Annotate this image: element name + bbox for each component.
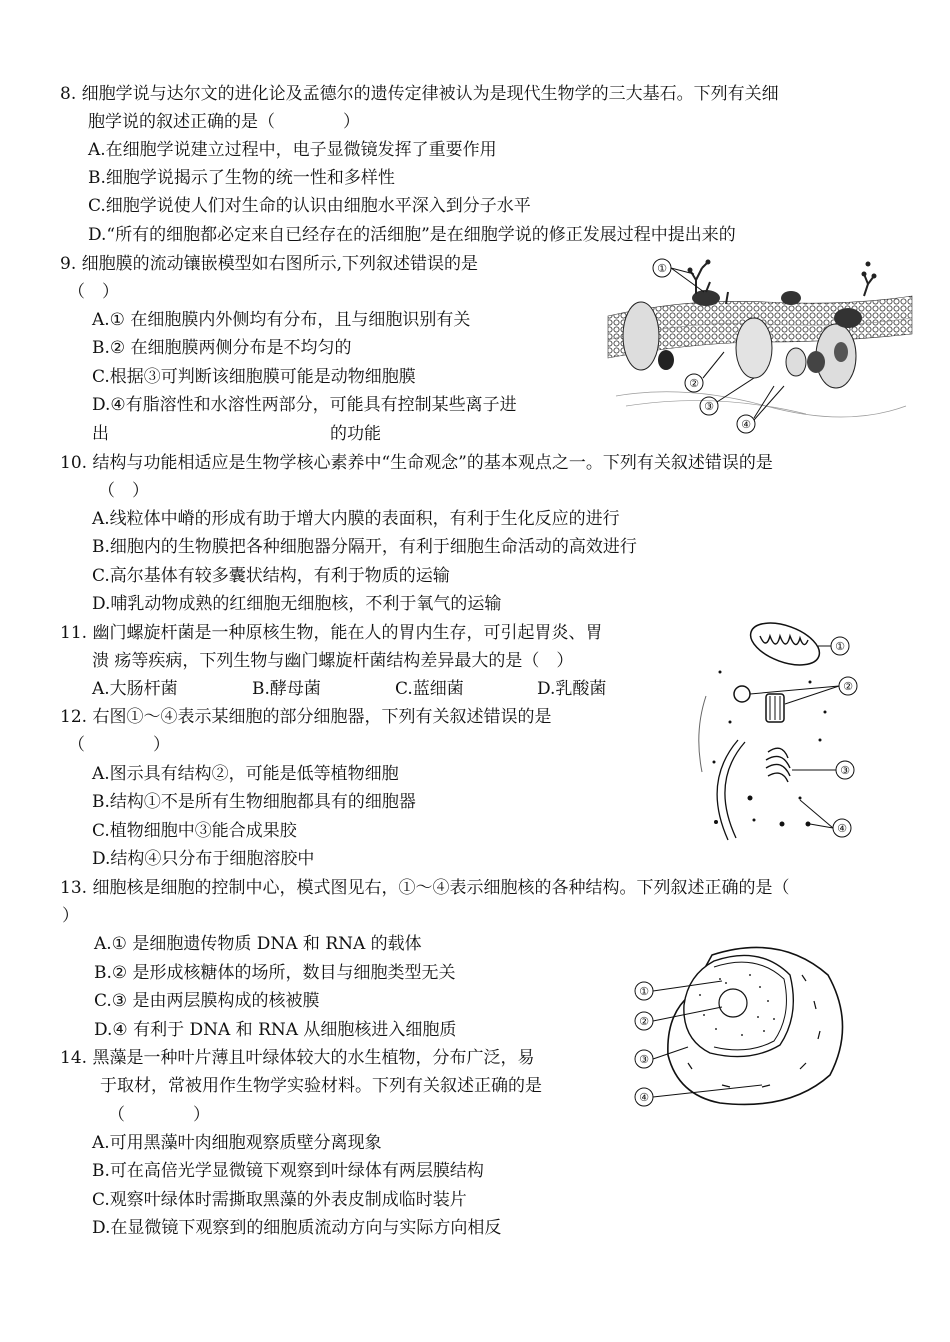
q13-option-d: D.④ 有利于 DNA 和 RNA 从细胞核进入细胞质	[94, 1020, 457, 1040]
q9-stem-line2: （ ）	[68, 282, 119, 302]
q14-option-c: C.观察叶绿体时需撕取黑藻的外表皮制成临时装片	[92, 1190, 467, 1210]
organelle-label-1: ①	[835, 640, 845, 653]
q8-stem-line2: 胞学说的叙述正确的是（ ）	[88, 112, 360, 132]
nucleus-label-3: ③	[639, 1053, 649, 1066]
q9-option-a: A.① 在细胞膜内外侧均有分布，且与细胞识别有关	[92, 310, 471, 330]
q11-stem-line2: 溃 疡等疾病，下列生物与幽门螺旋杆菌结构差异最大的是（ ）	[92, 651, 574, 671]
q11-option-a: A.大肠杆菌	[92, 679, 178, 699]
q11-option-c: C.蓝细菌	[395, 679, 464, 699]
q13-stem-line2: ）	[62, 906, 79, 926]
nucleus-label-2: ②	[639, 1015, 649, 1028]
q8-option-a: A.在细胞学说建立过程中，电子显微镜发挥了重要作用	[88, 140, 497, 160]
q11-stem-line1: 11. 幽门螺旋杆菌是一种原核生物，能在人的胃内生存，可引起胃炎、胃	[60, 623, 603, 643]
q9-option-b: B.② 在细胞膜两侧分布是不均匀的	[92, 338, 352, 358]
q10-stem-line2: （ ）	[98, 481, 149, 501]
q10-option-b: B.细胞内的生物膜把各种细胞器分隔开，有利于细胞生命活动的高效进行	[92, 537, 637, 557]
q10-stem-line1: 10. 结构与功能相适应是生物学核心素养中“生命观念”的基本观点之一。下列有关叙述错误的是	[60, 453, 773, 473]
q9-option-d-line2a: 出	[92, 424, 109, 444]
q13-stem-line1: 13. 细胞核是细胞的控制中心，模式图见右，①～④表示细胞核的各种结构。下列叙述正确的是（	[60, 878, 790, 898]
q11-option-d: D.乳酸菌	[537, 679, 607, 699]
nucleus-figure	[630, 935, 860, 1113]
organelle-label-4: ④	[837, 822, 847, 835]
q14-stem-line2: 于取材，常被用作生物学实验材料。下列有关叙述正确的是	[100, 1076, 542, 1096]
membrane-label-3: ③	[704, 400, 714, 413]
q10-option-c: C.高尔基体有较多囊状结构，有利于物质的运输	[92, 566, 450, 586]
q13-option-a: A.① 是细胞遗传物质 DNA 和 RNA 的载体	[94, 934, 422, 954]
q8-stem-line1: 8. 细胞学说与达尔文的进化论及孟德尔的遗传定律被认为是现代生物学的三大基石。下列有关细	[60, 84, 779, 104]
q14-stem-line1: 14. 黑藻是一种叶片薄且叶绿体较大的水生植物，分布广泛，易	[60, 1048, 535, 1068]
organelle-label-2: ②	[843, 680, 853, 693]
q12-stem-line1: 12. 右图①～④表示某细胞的部分细胞器，下列有关叙述错误的是	[60, 707, 552, 727]
membrane-label-1: ①	[657, 262, 667, 275]
nucleus-label-1: ①	[639, 985, 649, 998]
q11-option-b: B.酵母菌	[252, 679, 321, 699]
nucleus-label-4: ④	[639, 1091, 649, 1104]
q12-option-a: A.图示具有结构②，可能是低等植物细胞	[92, 764, 399, 784]
q10-option-a: A.线粒体中嵴的形成有助于增大内膜的表面积，有利于生化反应的进行	[92, 509, 620, 529]
q12-option-c: C.植物细胞中③能合成果胶	[92, 821, 297, 841]
organelle-label-3: ③	[840, 764, 850, 777]
q14-option-d: D.在显微镜下观察到的细胞质流动方向与实际方向相反	[92, 1218, 502, 1238]
q10-option-d: D.哺乳动物成熟的红细胞无细胞核，不利于氧气的运输	[92, 594, 502, 614]
cell-membrane-figure	[606, 256, 918, 436]
q13-option-b: B.② 是形成核糖体的场所，数目与细胞类型无关	[94, 963, 456, 983]
q9-option-d-line1: D.④有脂溶性和水溶性两部分，可能具有控制某些离子进	[92, 395, 517, 415]
q8-option-d: D.“所有的细胞都必定来自已经存在的活细胞”是在细胞学说的修正发展过程中提出来的	[88, 225, 736, 245]
q13-option-c: C.③ 是由两层膜构成的核被膜	[94, 991, 320, 1011]
q14-option-a: A.可用黑藻叶肉细胞观察质壁分离现象	[92, 1133, 382, 1153]
q9-option-d-line2b: 的功能	[330, 424, 381, 444]
q9-option-c: C.根据③可判断该细胞膜可能是动物细胞膜	[92, 367, 416, 387]
q12-option-d: D.结构④只分布于细胞溶胶中	[92, 849, 315, 869]
q9-stem-line1: 9. 细胞膜的流动镶嵌模型如右图所示,下列叙述错误的是	[60, 254, 479, 274]
q14-option-b: B.可在高倍光学显微镜下观察到叶绿体有两层膜结构	[92, 1161, 484, 1181]
q12-option-b: B.结构①不是所有生物细胞都具有的细胞器	[92, 792, 416, 812]
q8-option-c: C.细胞学说使人们对生命的认识由细胞水平深入到分子水平	[88, 196, 531, 216]
q8-option-b: B.细胞学说揭示了生物的统一性和多样性	[88, 168, 395, 188]
q12-stem-line2: （ ）	[68, 735, 170, 755]
membrane-label-4: ④	[741, 418, 751, 431]
membrane-label-2: ②	[689, 377, 699, 390]
q14-stem-line3: （ ）	[108, 1105, 210, 1125]
organelles-figure	[690, 612, 870, 844]
